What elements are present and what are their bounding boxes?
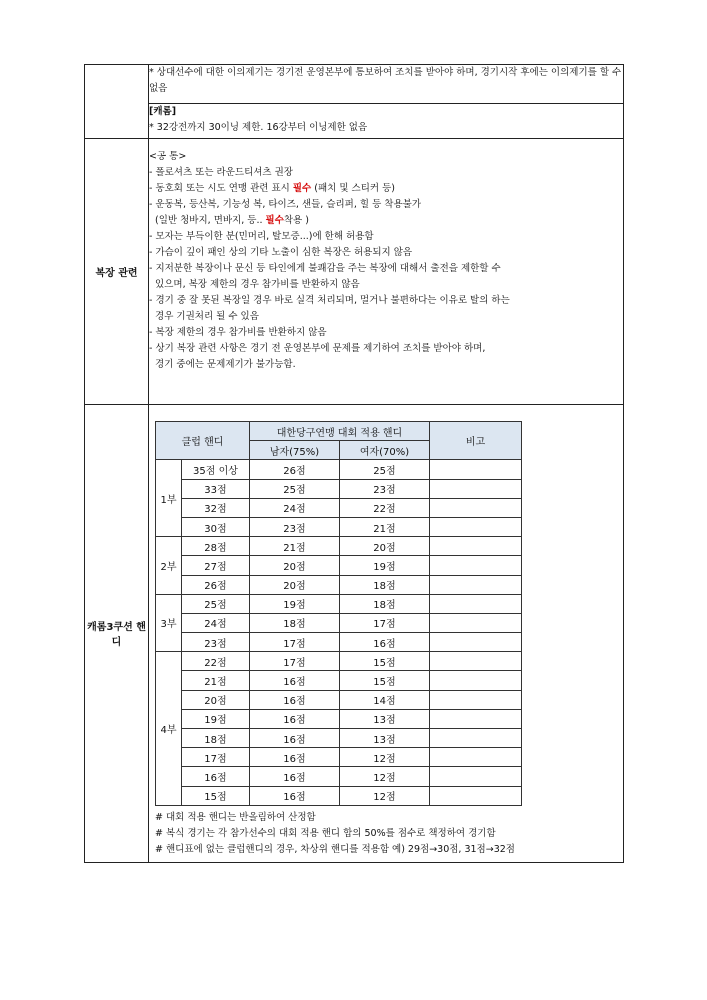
rules-table: [84, 64, 624, 863]
female-handi-cell: 16점: [340, 633, 430, 652]
table-row: [156, 594, 522, 613]
required-badge-2: 필수: [265, 215, 284, 226]
carom-title: [캐롬]: [149, 106, 177, 117]
male-handi-cell: 20점: [250, 556, 340, 575]
attire-line: - 상기 복장 관련 사항은 경기 전 운영본부에 문제를 제기하여 조치를 받아야 하며,: [149, 343, 486, 354]
male-handi-cell: 16점: [250, 729, 340, 748]
female-handi-cell: 19점: [340, 556, 430, 575]
handicap-body: [156, 460, 522, 805]
division-cell: 3부: [156, 594, 182, 652]
col-club-header: 클럽 핸디: [156, 422, 250, 460]
male-handi-cell: 16점: [250, 748, 340, 767]
female-handi-cell: 15점: [340, 671, 430, 690]
protest-row: [85, 65, 624, 104]
note-cell: [430, 633, 522, 652]
club-handi-cell: 20점: [182, 690, 250, 709]
table-row: [156, 556, 522, 575]
club-handi-cell: 32점: [182, 498, 250, 517]
division-cell: 4부: [156, 652, 182, 806]
male-handi-cell: 16점: [250, 709, 340, 728]
female-handi-cell: 12점: [340, 748, 430, 767]
attire-line-required: [149, 181, 623, 197]
attire-line-prefix: - 동호회 또는 시도 연맹 관련 표시: [149, 183, 293, 194]
table-row: [156, 690, 522, 709]
required-badge: 필수: [292, 183, 312, 194]
female-handi-cell: 23점: [340, 479, 430, 498]
attire-line: 경기 중에는 문제제기가 불가능함.: [149, 359, 296, 370]
protest-text: * 상대선수에 대한 이의제기는 경기전 운영본부에 통보하여 조치를 받아야 하며, 경기시작 후에는 이의제기를 할 수 없음: [149, 67, 622, 94]
carom-row: [85, 104, 624, 139]
club-handi-cell: 25점: [182, 594, 250, 613]
male-handi-cell: 20점: [250, 575, 340, 594]
carom-text: * 32강전까지 30이닝 제한. 16강부터 이닝제한 없음: [149, 122, 368, 133]
protest-cell: [149, 65, 624, 104]
female-handi-cell: 22점: [340, 498, 430, 517]
carom-cell: [149, 104, 624, 139]
note-line: # 핸디표에 없는 클럽핸디의 경우, 차상위 핸디를 적용함 예) 29점→30점, 31점→32점: [155, 843, 515, 855]
attire-line: - 복장 제한의 경우 참가비를 반환하지 않음: [149, 327, 327, 338]
note-cell: [430, 748, 522, 767]
attire-heading: <공 통>: [149, 151, 187, 162]
col-fed-header: 대한당구연맹 대회 적용 핸디: [250, 422, 430, 441]
attire-line: - 경기 중 잘 못된 복장일 경우 바로 실격 처리되며, 멀거나 불편하다는 이유로 탈의 하는: [149, 295, 510, 306]
note-cell: [430, 613, 522, 632]
attire-line-suffix: (패치 및 스티커 등): [311, 183, 395, 194]
note-cell: [430, 479, 522, 498]
male-handi-cell: 16점: [250, 786, 340, 805]
attire-line-required-2: [149, 213, 623, 229]
note-cell: [430, 767, 522, 786]
female-handi-cell: 21점: [340, 517, 430, 536]
club-handi-cell: 23점: [182, 633, 250, 652]
club-handi-cell: 27점: [182, 556, 250, 575]
male-handi-cell: 16점: [250, 767, 340, 786]
attire-label: 복장 관련: [85, 139, 149, 405]
division-cell: 2부: [156, 537, 182, 595]
male-handi-cell: 17점: [250, 633, 340, 652]
attire-row: [85, 139, 624, 405]
note-cell: [430, 517, 522, 536]
table-row: [156, 575, 522, 594]
female-handi-cell: 13점: [340, 729, 430, 748]
col-male-header: 남자(75%): [250, 441, 340, 460]
note-line: # 복식 경기는 각 참가선수의 대회 적용 핸디 합의 50%를 점수로 책정하여 경기함: [155, 827, 496, 839]
male-handi-cell: 18점: [250, 613, 340, 632]
male-handi-cell: 17점: [250, 652, 340, 671]
attire-line: 경우 기권처리 될 수 있음: [149, 311, 259, 322]
female-handi-cell: 15점: [340, 652, 430, 671]
attire-line-prefix-2: (일반 청바지, 면바지, 등..: [149, 215, 263, 226]
handi-label: 캐롬3쿠션 핸디: [85, 405, 149, 863]
attire-line: - 지저분한 복장이나 문신 등 타인에게 불쾌감을 주는 복장에 대해서 출전을 제한할 수: [149, 263, 501, 274]
note-cell: [430, 786, 522, 805]
note-cell: [430, 556, 522, 575]
male-handi-cell: 16점: [250, 671, 340, 690]
female-handi-cell: 25점: [340, 460, 430, 479]
note-cell: [430, 460, 522, 479]
club-handi-cell: 26점: [182, 575, 250, 594]
club-handi-cell: 28점: [182, 537, 250, 556]
handicap-table: [155, 421, 522, 806]
note-cell: [430, 671, 522, 690]
attire-line: - 폴로셔츠 또는 라운드티셔츠 권장: [149, 167, 293, 178]
attire-line: 있으며, 복장 제한의 경우 참가비를 반환하지 않음: [149, 279, 360, 290]
club-handi-cell: 33점: [182, 479, 250, 498]
club-handi-cell: 21점: [182, 671, 250, 690]
attire-cell: [149, 139, 624, 405]
col-female-header: 여자(70%): [340, 441, 430, 460]
table-row: [156, 709, 522, 728]
note-cell: [430, 498, 522, 517]
female-handi-cell: 18점: [340, 594, 430, 613]
female-handi-cell: 17점: [340, 613, 430, 632]
table-row: [156, 652, 522, 671]
attire-line: - 모자는 부득이한 분(민머리, 탈모증...)에 한해 허용함: [149, 231, 374, 242]
handicap-header-row: [156, 422, 522, 441]
table-row: [156, 748, 522, 767]
table-row: [156, 633, 522, 652]
table-row: [156, 498, 522, 517]
club-handi-cell: 22점: [182, 652, 250, 671]
female-handi-cell: 12점: [340, 786, 430, 805]
female-handi-cell: 18점: [340, 575, 430, 594]
attire-line-suffix-2: 착용 ): [283, 215, 309, 226]
club-handi-cell: 16점: [182, 767, 250, 786]
attire-line: - 가슴이 깊이 패인 상의 기타 노출이 심한 복장은 허용되지 않음: [149, 247, 413, 258]
female-handi-cell: 13점: [340, 709, 430, 728]
table-row: [156, 767, 522, 786]
note-cell: [430, 575, 522, 594]
club-handi-cell: 18점: [182, 729, 250, 748]
attire-line: - 운동복, 등산복, 기능성 복, 타이즈, 샌들, 슬리퍼, 힐 등 착용불가: [149, 199, 421, 210]
division-cell: 1부: [156, 460, 182, 537]
table-row: [156, 460, 522, 479]
note-cell: [430, 729, 522, 748]
male-handi-cell: 21점: [250, 537, 340, 556]
table-row: [156, 786, 522, 805]
male-handi-cell: 16점: [250, 690, 340, 709]
col-note-header: 비고: [430, 422, 522, 460]
female-handi-cell: 14점: [340, 690, 430, 709]
table-row: [156, 517, 522, 536]
male-handi-cell: 24점: [250, 498, 340, 517]
male-handi-cell: 25점: [250, 479, 340, 498]
table-row: [156, 613, 522, 632]
table-row: [156, 537, 522, 556]
club-handi-cell: 24점: [182, 613, 250, 632]
club-handi-cell: 30점: [182, 517, 250, 536]
table-row: [156, 479, 522, 498]
table-row: [156, 729, 522, 748]
note-cell: [430, 652, 522, 671]
note-cell: [430, 537, 522, 556]
table-row: [156, 671, 522, 690]
male-handi-cell: 19점: [250, 594, 340, 613]
club-handi-cell: 35점 이상: [182, 460, 250, 479]
male-handi-cell: 26점: [250, 460, 340, 479]
female-handi-cell: 20점: [340, 537, 430, 556]
club-handi-cell: 15점: [182, 786, 250, 805]
female-handi-cell: 12점: [340, 767, 430, 786]
note-cell: [430, 594, 522, 613]
handicap-notes: [149, 810, 623, 862]
note-cell: [430, 709, 522, 728]
club-handi-cell: 17점: [182, 748, 250, 767]
note-line: # 대회 적용 핸디는 반올림하여 산정함: [155, 811, 316, 823]
club-handi-cell: 19점: [182, 709, 250, 728]
handi-cell: [149, 405, 624, 863]
note-cell: [430, 690, 522, 709]
male-handi-cell: 23점: [250, 517, 340, 536]
protest-label-cell: [85, 65, 149, 139]
handi-row: [85, 405, 624, 863]
